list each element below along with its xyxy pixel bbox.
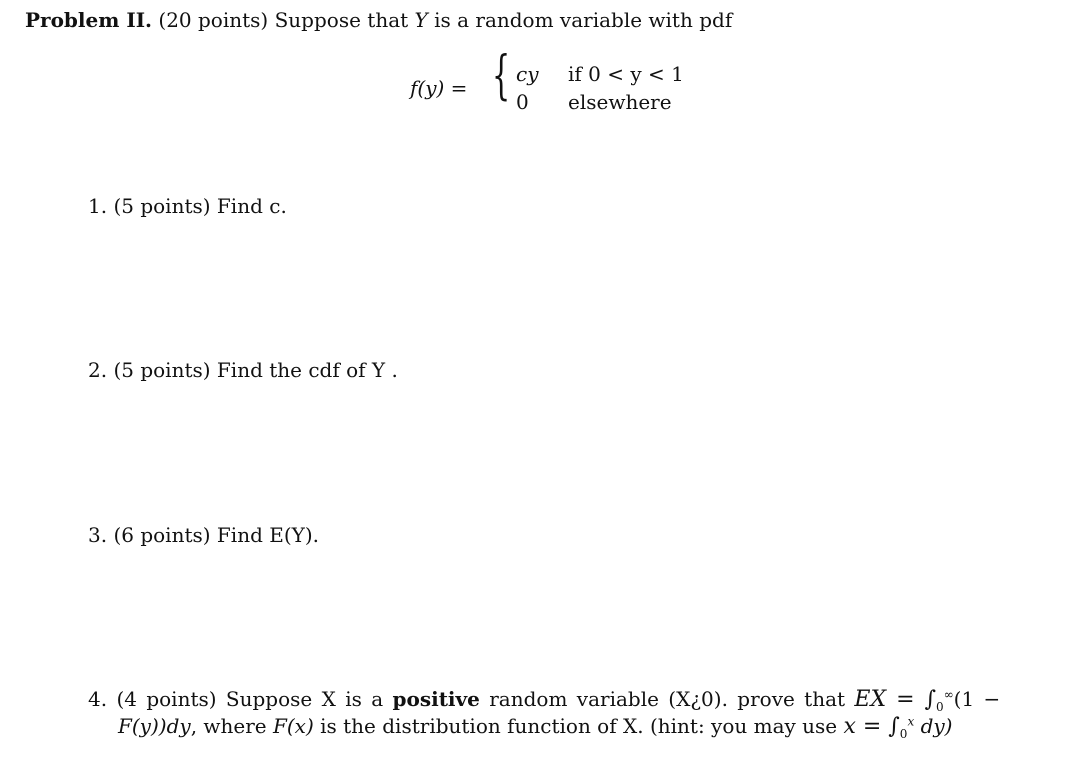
- case1-condition: if 0 < y < 1: [568, 62, 684, 86]
- integral-lower-limit: 0: [936, 700, 944, 714]
- integral-upper-limit: ∞: [943, 687, 954, 702]
- question-1: [88, 194, 287, 218]
- line2-text-a: , where: [190, 714, 267, 738]
- question-text-b: random variable (X¿0). prove that: [489, 687, 846, 711]
- question-number: 3.: [88, 523, 108, 547]
- question-4: [88, 687, 1058, 741]
- problem-label: Problem II.: [25, 8, 153, 32]
- question-points: (6 points): [113, 523, 211, 547]
- question-4-line-1: [88, 687, 1058, 714]
- question-3: [88, 523, 319, 547]
- hint-upper-limit: x: [907, 714, 915, 729]
- question-text: Find the cdf of Y .: [216, 358, 398, 382]
- case2-value: 0: [516, 90, 529, 114]
- header-text-a: Suppose that: [274, 8, 409, 32]
- hint-lower-limit: 0: [899, 727, 908, 741]
- left-brace-icon: {: [492, 46, 511, 106]
- hint-rest: dy): [920, 714, 953, 738]
- case1-value: cy: [516, 62, 539, 86]
- question-number: 4.: [88, 687, 108, 711]
- line2-text-b: is the distribution function of X. (hint: you may use: [320, 714, 838, 738]
- problem-header: [25, 8, 732, 32]
- distribution-function: F(x): [273, 714, 314, 738]
- question-text: Find E(Y).: [216, 523, 320, 547]
- question-number: 1.: [88, 194, 108, 218]
- pdf-equation: [410, 46, 730, 120]
- formula-rest: (1 −: [953, 687, 1001, 711]
- emphasis-positive: positive: [392, 687, 480, 711]
- question-points: (4 points): [116, 687, 217, 711]
- expectation-formula: EX = ∫: [854, 687, 937, 712]
- hint-formula: x = ∫: [843, 714, 900, 739]
- formula-cont: F(y))dy: [118, 714, 191, 738]
- header-text-b: is a random variable with pdf: [434, 8, 733, 32]
- header-variable: Y: [414, 8, 428, 32]
- question-text-a: Suppose X is a: [225, 687, 384, 711]
- question-number: 2.: [88, 358, 108, 382]
- question-4-line-2: [118, 714, 1058, 741]
- question-text: Find c.: [216, 194, 287, 218]
- pdf-lhs: f(y) =: [410, 76, 468, 100]
- question-points: (5 points): [113, 194, 211, 218]
- question-2: [88, 358, 398, 382]
- problem-points: (20 points): [158, 8, 269, 32]
- question-points: (5 points): [113, 358, 211, 382]
- case2-condition: elsewhere: [568, 90, 672, 114]
